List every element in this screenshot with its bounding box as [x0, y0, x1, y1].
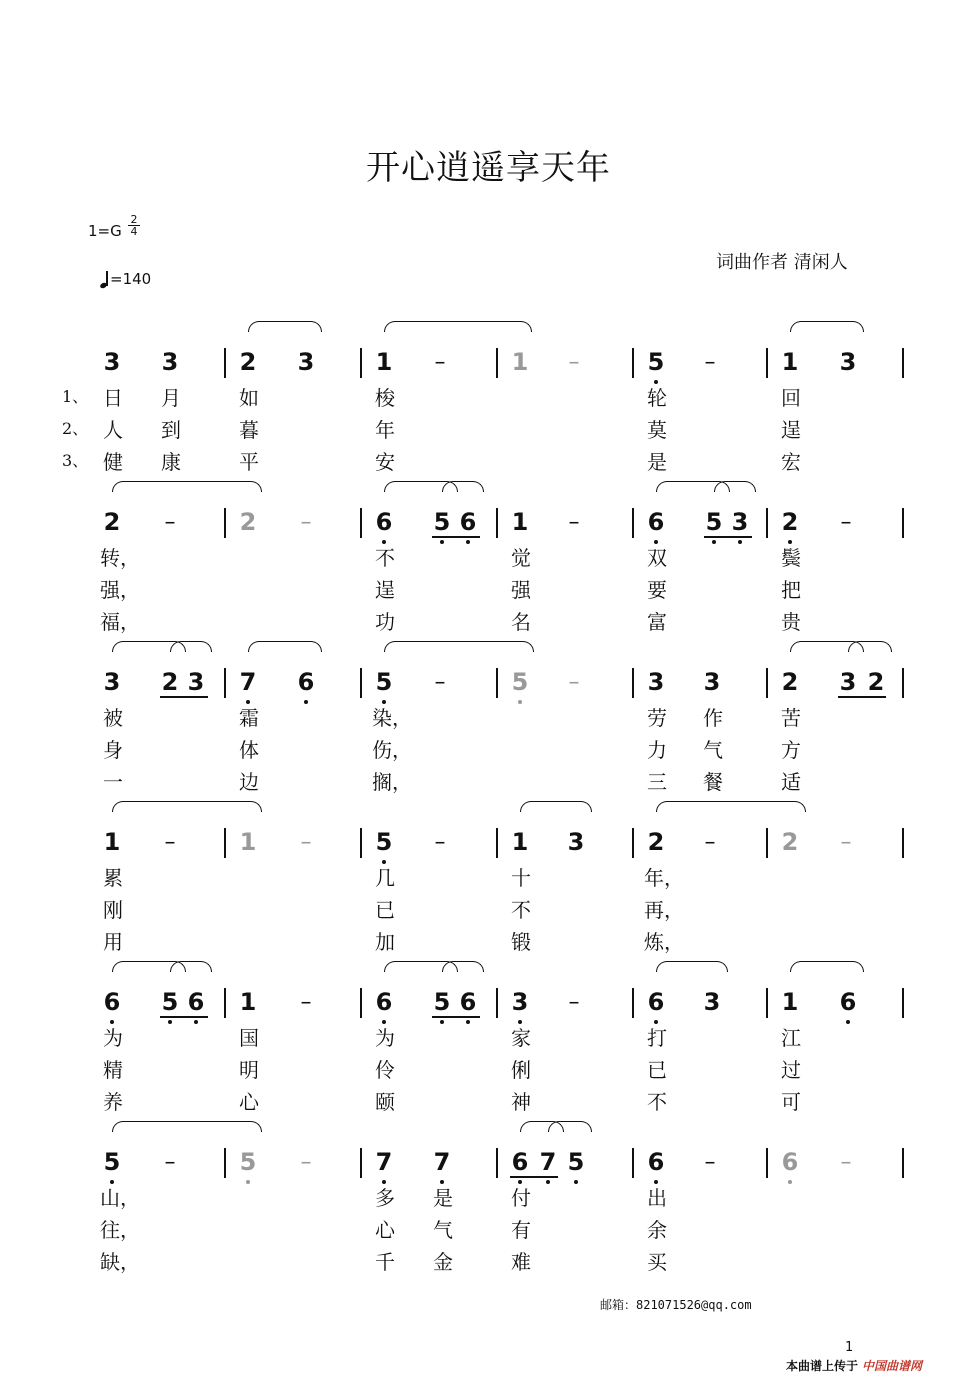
slur-mark	[384, 641, 534, 652]
note: 5	[375, 828, 393, 856]
lyric-char: 富	[647, 610, 667, 634]
note: 3	[731, 508, 749, 536]
note: 3	[647, 668, 665, 696]
note: 5	[567, 1148, 585, 1176]
lower-octave-dot	[546, 1180, 550, 1184]
lyric-char: 回	[781, 386, 801, 410]
lyric-char: 千	[375, 1250, 395, 1274]
bar-line	[360, 988, 362, 1018]
bar-line	[496, 1148, 498, 1178]
lyric-char: 心	[375, 1218, 395, 1242]
verse-number: 1、	[62, 387, 89, 406]
bar-line	[902, 508, 904, 538]
lyric-char: 轮	[647, 386, 667, 410]
note: 2	[781, 668, 799, 696]
verse-number: 3、	[62, 451, 89, 470]
note: 6	[187, 988, 205, 1016]
eighth-underline	[432, 1016, 480, 1018]
note: 6	[375, 988, 393, 1016]
time-signature	[128, 214, 140, 237]
lyric-char: 要	[647, 578, 667, 602]
lyric-char: 有	[511, 1218, 531, 1242]
lyric-char: 双	[647, 546, 667, 570]
lyric-char: 已	[375, 898, 395, 922]
bar-line	[496, 508, 498, 538]
slur-mark	[790, 321, 864, 332]
slur-mark	[656, 801, 806, 812]
footer-text: 本曲谱上传于	[786, 1359, 859, 1373]
lyric-char: 把	[781, 578, 801, 602]
note: 3	[839, 668, 857, 696]
hold-dash: –	[164, 1150, 176, 1175]
lyric-char: 逞	[375, 578, 395, 602]
bar-line	[360, 828, 362, 858]
lyric-char: 多	[375, 1186, 395, 1210]
note: 6	[297, 668, 315, 696]
hold-dash: –	[840, 830, 852, 855]
note: 1	[781, 988, 799, 1016]
bar-line	[496, 828, 498, 858]
slur-mark	[656, 961, 728, 972]
lyric-char: 莫	[647, 418, 667, 442]
note: 3	[567, 828, 585, 856]
lyric-char: 难	[511, 1250, 531, 1274]
bar-line	[360, 348, 362, 378]
note: 7	[539, 1148, 557, 1176]
hold-dash: –	[434, 830, 446, 855]
lyric-char: 精	[103, 1058, 123, 1082]
hold-dash: –	[704, 350, 716, 375]
lyric-char: 不	[511, 898, 531, 922]
lyric-char: 适	[781, 770, 801, 794]
note: 2	[647, 828, 665, 856]
slur-mark	[248, 641, 322, 652]
eighth-underline	[432, 536, 480, 538]
hold-dash: –	[840, 510, 852, 535]
note: 5	[103, 1148, 121, 1176]
tempo-marking	[100, 270, 151, 288]
lyric-char: 日	[103, 386, 123, 410]
lyric-char: 如	[239, 386, 259, 410]
lower-octave-dot	[788, 1180, 792, 1184]
tempo-value: =140	[110, 270, 152, 288]
lyric-char: 几	[375, 866, 395, 890]
lyric-char: 体	[239, 738, 259, 762]
lyric-char: 暮	[239, 418, 259, 442]
lyric-char: 伤，	[372, 738, 412, 762]
note: 2	[239, 508, 257, 536]
note: 3	[161, 348, 179, 376]
lyric-char: 健	[103, 450, 123, 474]
note: 3	[703, 668, 721, 696]
lower-octave-dot	[574, 1180, 578, 1184]
slur-mark	[520, 801, 592, 812]
lyric-char: 月	[161, 386, 181, 410]
lyric-char: 年，	[644, 866, 684, 890]
lyric-char: 再，	[644, 898, 684, 922]
lyric-char: 到	[161, 418, 181, 442]
lyric-char: 过	[781, 1058, 801, 1082]
bar-line	[766, 988, 768, 1018]
note: 2	[781, 508, 799, 536]
bar-line	[766, 668, 768, 698]
lower-octave-dot	[440, 1020, 444, 1024]
lyric-char: 累	[103, 866, 123, 890]
bar-line	[766, 1148, 768, 1178]
note: 5	[239, 1148, 257, 1176]
eighth-underline	[160, 696, 208, 698]
note: 7	[375, 1148, 393, 1176]
lyric-char: 是	[647, 450, 667, 474]
contact-email: 邮箱：821071526@qq.com	[600, 1298, 752, 1312]
lower-octave-dot	[168, 1020, 172, 1024]
bar-line	[902, 988, 904, 1018]
bar-line	[360, 508, 362, 538]
bar-line	[496, 988, 498, 1018]
lyric-char: 苦	[781, 706, 801, 730]
lyric-char: 俐	[511, 1058, 531, 1082]
lyric-char: 一	[103, 770, 123, 794]
lyric-char: 已	[647, 1058, 667, 1082]
bar-line	[902, 1148, 904, 1178]
lower-octave-dot	[304, 700, 308, 704]
lyric-char: 刚	[103, 898, 123, 922]
slur-mark	[714, 481, 756, 492]
eighth-underline	[160, 1016, 208, 1018]
note: 6	[839, 988, 857, 1016]
note: 5	[511, 668, 529, 696]
lyric-char: 是	[433, 1186, 453, 1210]
lyric-char: 强，	[100, 578, 140, 602]
lower-octave-dot	[440, 540, 444, 544]
lyric-char: 梭	[375, 386, 395, 410]
lyric-char: 江	[781, 1026, 801, 1050]
lyric-char: 觉	[511, 546, 531, 570]
note: 6	[781, 1148, 799, 1176]
note: 6	[511, 1148, 529, 1176]
note: 5	[433, 988, 451, 1016]
lyric-char: 心	[239, 1090, 259, 1114]
note: 3	[703, 988, 721, 1016]
lyric-char: 不	[647, 1090, 667, 1114]
hold-dash: –	[300, 510, 312, 535]
site-logo: 中国曲谱网	[862, 1359, 923, 1373]
lyric-char: 力	[647, 738, 667, 762]
lyric-char: 边	[239, 770, 259, 794]
bar-line	[632, 1148, 634, 1178]
slur-mark	[790, 961, 864, 972]
quarter-note-icon	[100, 270, 110, 288]
bar-line	[360, 668, 362, 698]
bar-line	[902, 348, 904, 378]
bar-line	[766, 828, 768, 858]
lyric-char: 鬓	[781, 546, 801, 570]
note: 6	[459, 988, 477, 1016]
page-number: 1	[845, 1340, 854, 1355]
lyric-char: 作	[703, 706, 723, 730]
time-signature-bottom: 4	[130, 225, 138, 238]
slur-mark	[548, 1121, 592, 1132]
bar-line	[632, 988, 634, 1018]
lyric-char: 安	[375, 450, 395, 474]
bar-line	[496, 348, 498, 378]
note: 1	[103, 828, 121, 856]
lyric-char: 用	[103, 930, 123, 954]
lyric-char: 逞	[781, 418, 801, 442]
slur-mark	[384, 321, 532, 332]
lower-octave-dot	[466, 540, 470, 544]
slur-mark	[442, 481, 484, 492]
note: 1	[511, 508, 529, 536]
hold-dash: –	[704, 1150, 716, 1175]
bar-line	[224, 508, 226, 538]
slur-mark	[112, 481, 262, 492]
bar-line	[632, 668, 634, 698]
lyric-char: 康	[161, 450, 181, 474]
hold-dash: –	[568, 670, 580, 695]
lyric-char: 出	[647, 1186, 667, 1210]
lyric-char: 颐	[375, 1090, 395, 1114]
note: 7	[433, 1148, 451, 1176]
bar-line	[360, 1148, 362, 1178]
footer-attribution	[786, 1357, 922, 1374]
slur-mark	[442, 961, 484, 972]
lyric-char: 炼，	[644, 930, 684, 954]
note: 3	[103, 348, 121, 376]
lyric-char: 劳	[647, 706, 667, 730]
lyric-char: 搁，	[372, 770, 412, 794]
lyric-char: 国	[239, 1026, 259, 1050]
eighth-underline	[510, 1176, 558, 1178]
lower-octave-dot	[246, 1180, 250, 1184]
lower-octave-dot	[712, 540, 716, 544]
hold-dash: –	[568, 990, 580, 1015]
lower-octave-dot	[194, 1020, 198, 1024]
hold-dash: –	[704, 830, 716, 855]
hold-dash: –	[840, 1150, 852, 1175]
lyric-char: 被	[103, 706, 123, 730]
lyric-char: 为	[375, 1026, 395, 1050]
note: 3	[297, 348, 315, 376]
note: 1	[511, 828, 529, 856]
bar-line	[224, 1148, 226, 1178]
hold-dash: –	[164, 510, 176, 535]
lyric-char: 家	[511, 1026, 531, 1050]
hold-dash: –	[434, 350, 446, 375]
note: 1	[239, 988, 257, 1016]
hold-dash: –	[300, 1150, 312, 1175]
slur-mark	[112, 1121, 262, 1132]
note: 1	[375, 348, 393, 376]
slur-mark	[112, 801, 262, 812]
note: 2	[103, 508, 121, 536]
lyric-char: 十	[511, 866, 531, 890]
lyric-char: 餐	[703, 770, 723, 794]
slur-mark	[848, 641, 892, 652]
note: 5	[433, 508, 451, 536]
lower-octave-dot	[738, 540, 742, 544]
lower-octave-dot	[518, 700, 522, 704]
lyric-char: 福，	[100, 610, 140, 634]
lyric-char: 可	[781, 1090, 801, 1114]
lyric-char: 平	[239, 450, 259, 474]
note: 5	[647, 348, 665, 376]
slur-mark	[248, 321, 322, 332]
bar-line	[224, 988, 226, 1018]
note: 2	[867, 668, 885, 696]
lyric-char: 气	[433, 1218, 453, 1242]
note: 1	[239, 828, 257, 856]
slur-mark	[170, 641, 212, 652]
lyric-char: 为	[103, 1026, 123, 1050]
note: 6	[647, 1148, 665, 1176]
note: 3	[103, 668, 121, 696]
lyric-char: 气	[703, 738, 723, 762]
bar-line	[902, 828, 904, 858]
lyric-char: 付	[511, 1186, 531, 1210]
lyric-char: 宏	[781, 450, 801, 474]
hold-dash: –	[568, 510, 580, 535]
lyric-char: 贵	[781, 610, 801, 634]
lyric-char: 霜	[239, 706, 259, 730]
lyric-char: 山，	[100, 1186, 140, 1210]
lower-octave-dot	[466, 1020, 470, 1024]
lyric-char: 身	[103, 738, 123, 762]
lyric-char: 余	[647, 1218, 667, 1242]
note: 2	[781, 828, 799, 856]
key-signature: 1=G	[88, 222, 122, 240]
eighth-underline	[704, 536, 752, 538]
lyric-char: 往，	[100, 1218, 140, 1242]
note: 6	[647, 988, 665, 1016]
note: 7	[239, 668, 257, 696]
note: 3	[839, 348, 857, 376]
page-title: 开心逍遥享天年	[366, 148, 611, 188]
note: 1	[781, 348, 799, 376]
eighth-underline	[838, 696, 886, 698]
bar-line	[224, 348, 226, 378]
note: 5	[375, 668, 393, 696]
lyric-char: 缺，	[100, 1250, 140, 1274]
time-signature-top: 2	[128, 214, 140, 226]
note: 6	[103, 988, 121, 1016]
bar-line	[224, 828, 226, 858]
bar-line	[766, 348, 768, 378]
note: 2	[239, 348, 257, 376]
hold-dash: –	[300, 830, 312, 855]
note: 2	[161, 668, 179, 696]
lyric-char: 不	[375, 546, 395, 570]
lyric-char: 明	[239, 1058, 259, 1082]
note: 6	[459, 508, 477, 536]
lyric-char: 功	[375, 610, 395, 634]
lyric-char: 金	[433, 1250, 453, 1274]
note: 3	[511, 988, 529, 1016]
hold-dash: –	[568, 350, 580, 375]
bar-line	[632, 828, 634, 858]
lower-octave-dot	[846, 1020, 850, 1024]
lyric-char: 打	[647, 1026, 667, 1050]
lyric-char: 强	[511, 578, 531, 602]
note: 6	[375, 508, 393, 536]
hold-dash: –	[434, 670, 446, 695]
lyric-char: 买	[647, 1250, 667, 1274]
bar-line	[632, 348, 634, 378]
lyric-char: 名	[511, 610, 531, 634]
bar-line	[224, 668, 226, 698]
bar-line	[496, 668, 498, 698]
bar-line	[632, 508, 634, 538]
lyric-char: 锻	[511, 930, 531, 954]
lyric-char: 方	[781, 738, 801, 762]
hold-dash: –	[164, 830, 176, 855]
lyric-char: 年	[375, 418, 395, 442]
lyric-char: 转，	[100, 546, 140, 570]
composer-credit: 词曲作者 清闲人	[716, 252, 848, 273]
lyric-char: 三	[647, 770, 667, 794]
lyric-char: 伶	[375, 1058, 395, 1082]
note: 3	[187, 668, 205, 696]
lyric-char: 神	[511, 1090, 531, 1114]
bar-line	[766, 508, 768, 538]
lyric-char: 加	[375, 930, 395, 954]
lyric-char: 人	[103, 418, 123, 442]
lyric-char: 养	[103, 1090, 123, 1114]
lyric-char: 染，	[372, 706, 412, 730]
note: 5	[705, 508, 723, 536]
bar-line	[902, 668, 904, 698]
note: 5	[161, 988, 179, 1016]
hold-dash: –	[300, 990, 312, 1015]
note: 6	[647, 508, 665, 536]
note: 1	[511, 348, 529, 376]
verse-number: 2、	[62, 419, 89, 438]
slur-mark	[170, 961, 212, 972]
